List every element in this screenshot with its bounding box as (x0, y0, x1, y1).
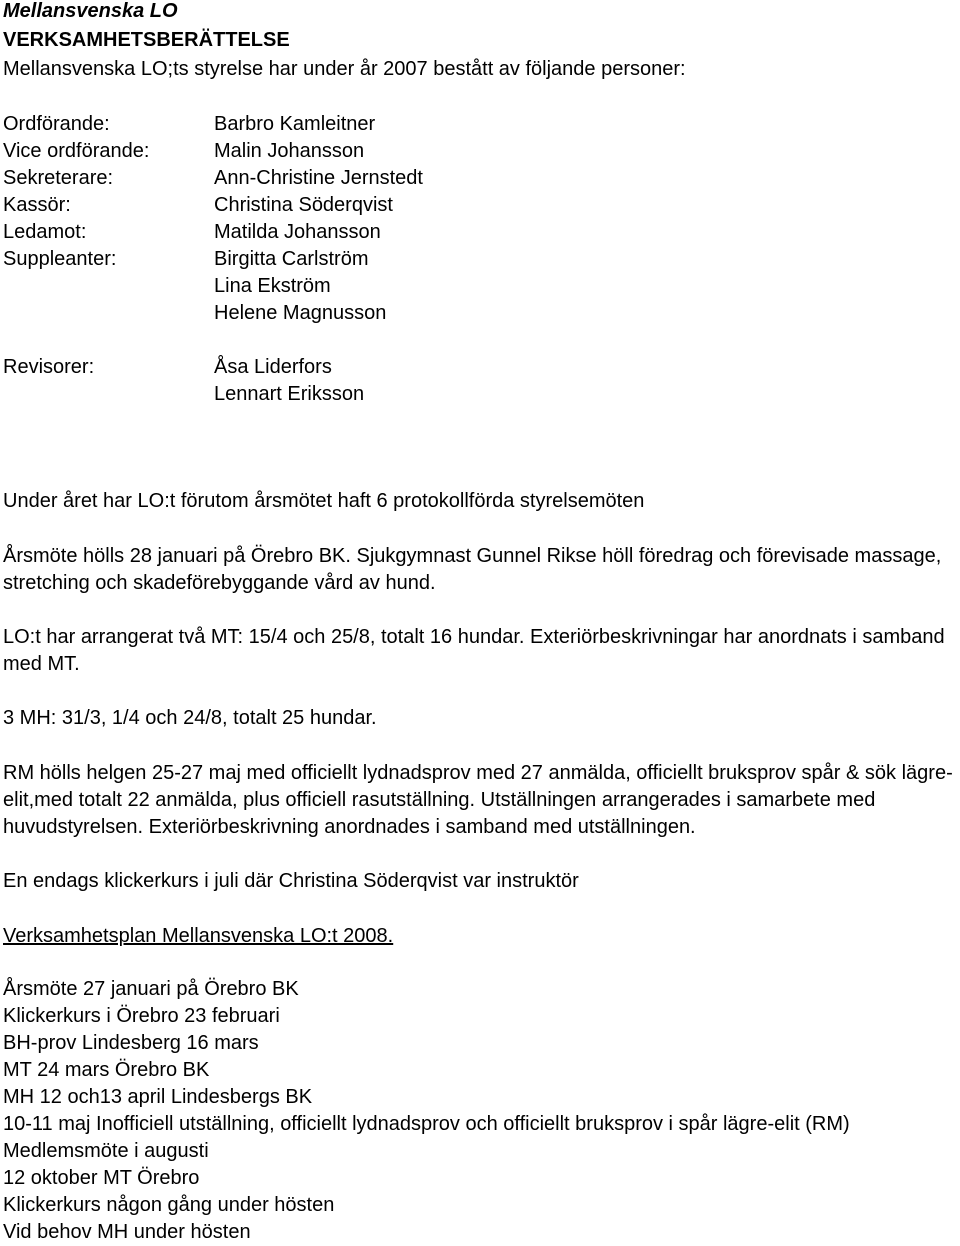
plan-item: 10-11 maj Inofficiell utställning, officiellt lydnadsprov och officiellt bruksprov i spår lägre-elit (RM) (3, 1113, 850, 1135)
plan-item: Medlemsmöte i augusti (3, 1140, 209, 1162)
member-name: Birgitta Carlström (214, 248, 369, 270)
plan-item: MH 12 och13 april Lindesbergs BK (3, 1086, 313, 1108)
role-label: Kassör: (3, 194, 71, 216)
plan-item: 12 oktober MT Örebro (3, 1167, 200, 1189)
name-spacer (214, 327, 614, 354)
mt-paragraph: LO:t har arrangerat två MT: 15/4 och 25/8, totalt 16 hundar. Exteriörbeskrivningar har anordnats i samband med MT. (3, 626, 945, 675)
mh-paragraph: 3 MH: 31/3, 1/4 och 24/8, totalt 25 hundar. (3, 707, 377, 729)
member-name: Malin Johansson (214, 140, 365, 162)
member-name: Helene Magnusson (214, 302, 387, 324)
member-name: Lina Ekström (214, 275, 331, 297)
member-name: Matilda Johansson (214, 221, 381, 243)
role-label: Ledamot: (3, 221, 87, 243)
annual-meeting-paragraph: Årsmöte hölls 28 januari på Örebro BK. Sjukgymnast Gunnel Rikse höll föredrag och förevisade massage, stretching och skadeförebyggande vård av hund. (3, 545, 942, 594)
report-title: VERKSAMHETSBERÄTTELSE (3, 29, 290, 51)
role-spacer (3, 273, 203, 300)
role-label: Suppleanter: (3, 248, 117, 270)
member-name: Barbro Kamleitner (214, 113, 376, 135)
meetings-paragraph: Under året har LO:t förutom årsmötet haft 6 protokollförda styrelsemöten (3, 490, 645, 512)
name-column (214, 111, 614, 408)
plan-item: Vid behov MH under hösten (3, 1221, 251, 1243)
intro-text: Mellansvenska LO;ts styrelse har under år 2007 bestått av följande personer: (3, 58, 686, 80)
member-name: Christina Söderqvist (214, 194, 393, 216)
role-label: Ordförande: (3, 113, 110, 135)
role-column (3, 111, 203, 381)
role-spacer (3, 300, 203, 327)
plan-list (3, 976, 850, 1246)
plan-item: Klickerkurs i Örebro 23 februari (3, 1005, 280, 1027)
document (3, 0, 958, 1243)
plan-item: BH-prov Lindesberg 16 mars (3, 1032, 259, 1054)
role-label: Sekreterare: (3, 167, 114, 189)
role-label: Vice ordförande: (3, 140, 150, 162)
role-label: Revisorer: (3, 356, 95, 378)
plan-heading: Verksamhetsplan Mellansvenska LO:t 2008. (3, 925, 394, 947)
clicker-paragraph: En endags klickerkurs i juli där Christina Söderqvist var instruktör (3, 870, 579, 892)
member-name: Lennart Eriksson (214, 383, 365, 405)
plan-item: MT 24 mars Örebro BK (3, 1059, 210, 1081)
role-spacer (3, 327, 203, 354)
org-title: Mellansvenska LO (3, 0, 178, 22)
plan-item: Klickerkurs någon gång under hösten (3, 1194, 335, 1216)
member-name: Ann-Christine Jernstedt (214, 167, 423, 189)
rm-paragraph: RM hölls helgen 25-27 maj med officiellt lydnadsprov med 27 anmälda, officiellt bruksprov spår & sök lägre-elit,med totalt 22 anmälda, plus officiell rasutställning. Utställningen arrangerades i samarbete med huvudstyrelsen. Exteriörbeskrivning anordnades i samband med utställningen. (3, 762, 953, 838)
member-name: Åsa Liderfors (214, 356, 332, 378)
plan-item: Årsmöte 27 januari på Örebro BK (3, 978, 299, 1000)
board-members (3, 111, 958, 413)
